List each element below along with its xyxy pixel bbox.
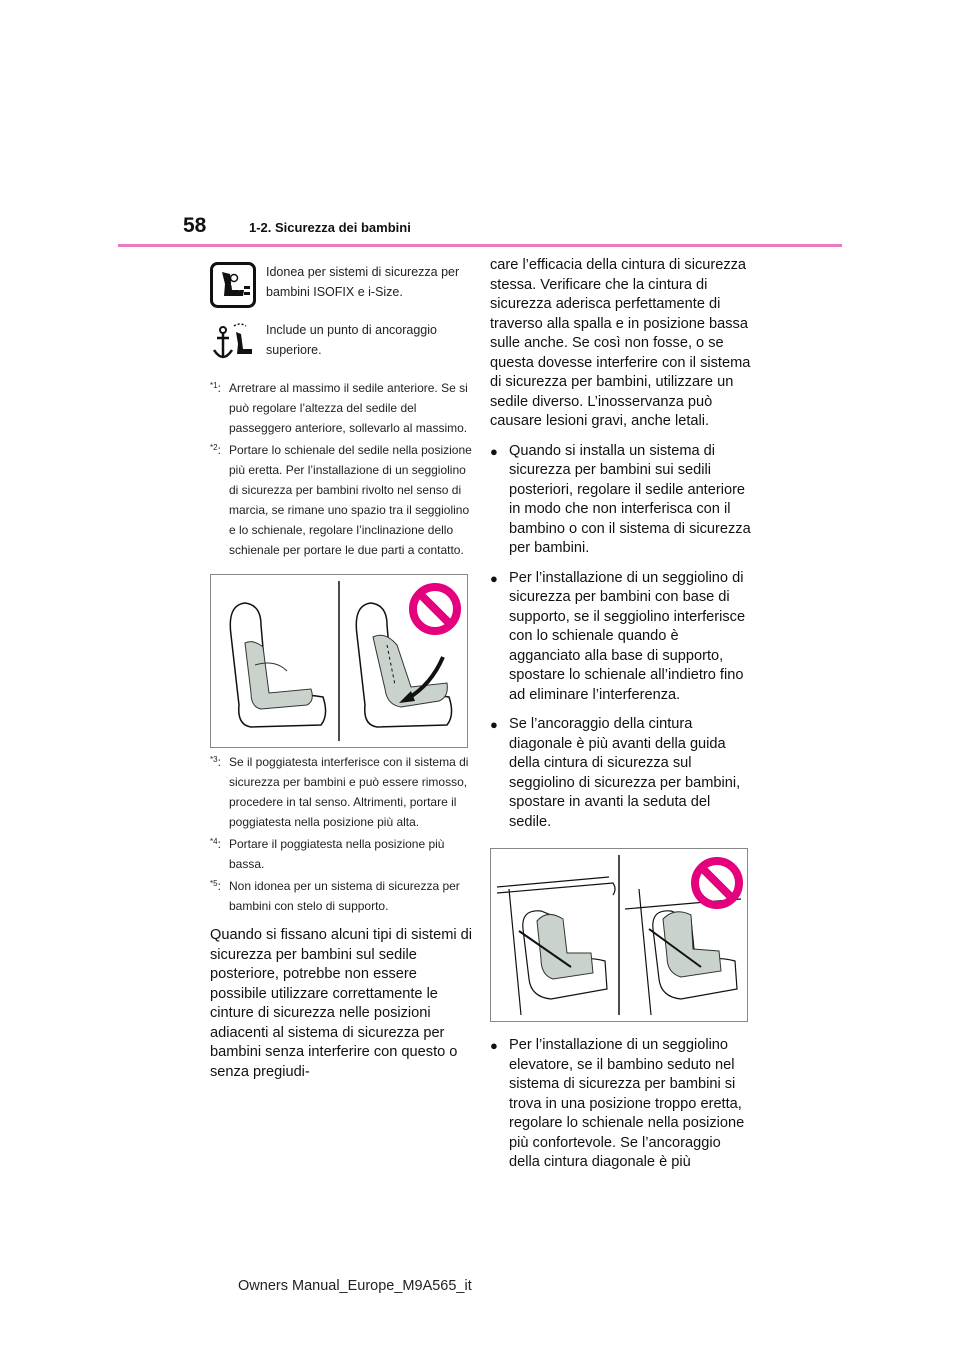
note-text: Se il poggiatesta interferisce con il sistema di sicurezza per bambini e può essere rimosso, procedere in tal senso. Altrimenti, portare il poggiatesta nella posizione più alta. xyxy=(229,755,469,829)
right-column xyxy=(490,256,752,1173)
booster-seat-illustration xyxy=(490,848,748,1022)
icon-row-anchor xyxy=(210,320,472,366)
note-4: $^{*4}$: Portare il poggiatesta nella posizione più bassa. xyxy=(210,834,472,874)
seat-illustration xyxy=(210,574,468,748)
note-1: $^{*1}$: Arretrare al massimo il sedile anteriore. Se si può regolare l’altezza del sedile del passeggero anteriore, sollevarlo al massimo. xyxy=(210,378,472,438)
section-title: 1-2. Sicurezza dei bambini xyxy=(249,220,411,235)
notes-bottom xyxy=(210,752,472,916)
right-paragraph: care l’efficacia della cintura di sicurezza stessa. Verificare che la cintura di sicurezza aderisca perfettamente di traverso alla spalla e in posizione bassa sulle anche. Se così non fosse, o se questa dovesse interferire con il sistema di sicurezza per bambini, utilizzare un sedile diverso. L’inosservanza può causare lesioni gravi, anche letali. xyxy=(490,257,751,429)
bullet-dot-icon: ● xyxy=(490,570,498,586)
anchor-text: Include un punto di ancoraggio superiore. xyxy=(266,323,437,357)
bullet-item xyxy=(490,442,752,559)
bullet-dot-icon: ● xyxy=(490,443,498,459)
notes-top xyxy=(210,378,472,560)
bullet-item xyxy=(490,1036,752,1173)
left-paragraph: Quando si fissano alcuni tipi di sistemi di sicurezza per bambini sul sedile posteriore, potrebbe non essere possibile utilizzare correttamente le cinture di sicurezza nelle posizioni adiacenti al sistema di sicurezza per bambini senza interferire con questo o senza pregiudi- xyxy=(210,927,473,1080)
note-3: $^{*3}$: Se il poggiatesta interferisce con il sistema di sicurezza per bambini e può essere rimosso, procedere in tal senso. Altrimenti, portare il poggiatesta nella posizione più alta. xyxy=(210,752,472,832)
note-text: Portare lo schienale del sedile nella posizione più eretta. Per l’installazione di un seggiolino di sicurezza per bambini rivolto nel senso di marcia, se rimane uno spazio tra il seggiolino e lo schienale, regolare l’inclinazione dello schienale per portare le due parti a contatto. xyxy=(229,443,472,557)
footer-document-id: Owners Manual_Europe_M9A565_it xyxy=(238,1278,472,1294)
header-rule xyxy=(118,244,842,247)
top-tether-anchor-icon xyxy=(210,320,256,366)
note-2: $^{*2}$: Portare lo schienale del sedile nella posizione più eretta. Per l’installazione di un seggiolino di sicurezza per bambini rivolto nel senso di marcia, se rimane uno spazio tra il seggiolino e lo schienale, regolare l’inclinazione dello schienale per portare le due parti a contatto. xyxy=(210,440,472,560)
bullet-item xyxy=(490,569,752,706)
bullet-text: Se l’ancoraggio della cintura diagonale è più avanti della guida della cintura di sicurezza sul seggiolino di sicurezza per bambini, spostare in avanti la seduta del sedile. xyxy=(509,716,741,830)
isofix-isize-icon xyxy=(210,262,256,308)
note-marker: *4 xyxy=(210,837,218,846)
left-column xyxy=(210,262,472,1082)
note-text: Arretrare al massimo il sedile anteriore. Se si può regolare l’altezza del sedile del passeggero anteriore, sollevarlo al massimo. xyxy=(229,381,468,435)
note-text: Non idonea per un sistema di sicurezza per bambini con stelo di supporto. xyxy=(229,879,460,913)
bullet-text: Per l’installazione di un seggiolino elevatore, se il bambino seduto nel sistema di sicurezza per bambini si trova in una posizione troppo eretta, regolare lo schienale nella posizione più confortevole. Se l’ancoraggio della cintura diagonale è più xyxy=(509,1037,745,1170)
note-5: $^{*5}$: Non idonea per un sistema di sicurezza per bambini con stelo di supporto. xyxy=(210,876,472,916)
bullet-text: Quando si installa un sistema di sicurezza per bambini sui sedili posteriori, regolare il sedile anteriore in modo che non interferisca con il bambino o con il sistema di sicurezza per bambini. xyxy=(509,442,751,556)
note-marker: *1 xyxy=(210,381,218,390)
bullet-item xyxy=(490,715,752,832)
page-number: 58 xyxy=(183,214,207,237)
isofix-isize-text: Idonea per sistemi di sicurezza per bambini ISOFIX e i-Size. xyxy=(266,265,460,299)
bullet-text: Per l’installazione di un seggiolino di sicurezza per bambini con base di supporto, se il seggiolino interferisce con lo schienale quando è agganciato alla base di supporto, spostare lo schienale all’indietro fino ad eliminare l’interferenza. xyxy=(509,569,746,703)
note-marker: *5 xyxy=(210,879,218,888)
note-marker: *2 xyxy=(210,443,218,452)
note-marker: *3 xyxy=(210,755,218,764)
icon-row-isofix xyxy=(210,262,472,308)
note-text: Portare il poggiatesta nella posizione più bassa. xyxy=(229,837,445,871)
bullet-dot-icon: ● xyxy=(490,1038,498,1053)
bullet-dot-icon: ● xyxy=(490,717,498,732)
